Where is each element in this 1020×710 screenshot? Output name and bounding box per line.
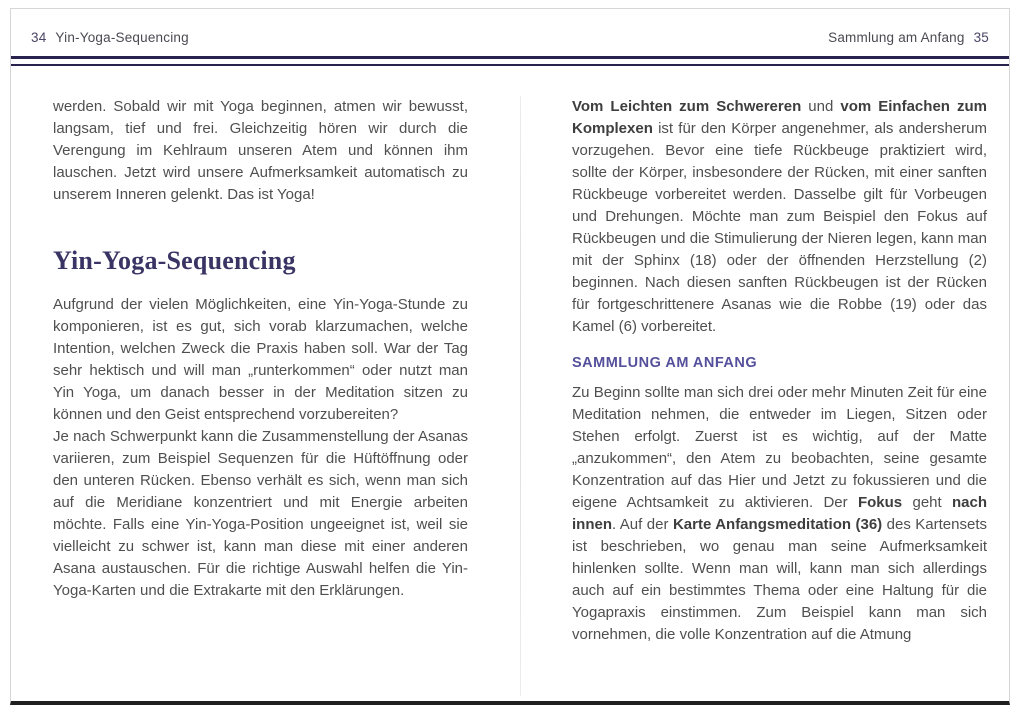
page-spine-divider <box>520 96 521 696</box>
left-page-column <box>53 96 468 696</box>
page-number-left: 34 <box>31 30 47 45</box>
running-head-left <box>31 30 189 45</box>
body-paragraph: Je nach Schwerpunkt kann die Zusammenstellung der Asanas variieren, zum Beispiel Sequenzen für die Hüftöffnung oder den unteren Rücken. Ebenso verhält es sich, wenn man sich auf die Meridiane konzentriert und mit Energie arbeiten möchte. Falls eine Yin-Yoga-Position ungeeignet ist, weil sie vielleicht zu schwer ist, kann man diese mit einer anderen Asana austauschen. Für die richtige Auswahl helfen die Yin-Yoga-Karten und die Extrakarte mit den Erklärungen. <box>53 427 468 599</box>
sub-heading-sammlung-am-anfang: SAMMLUNG AM ANFANG <box>572 355 758 371</box>
book-spread <box>10 8 1010 705</box>
running-head-right <box>828 30 989 45</box>
page-number-right: 35 <box>973 30 989 45</box>
running-title-right: Sammlung am Anfang <box>828 30 965 45</box>
body-paragraph: Aufgrund der vielen Möglichkeiten, eine Yin-Yoga-Stunde zu komponieren, ist es gut, sich vorab klarzumachen, welche Intention, welchen Zweck die Praxis haben soll. War der Tag sehr hektisch und will man „runterkommen“ oder nutzt man Yin Yoga, um danach besser in der Meditation sitzen zu können und den Geist entsprechend vorzubereiten? <box>53 295 468 423</box>
running-title-left: Yin-Yoga-Sequencing <box>55 30 189 45</box>
header-double-rule <box>11 56 1009 66</box>
body-paragraph: Vom Leichten zum Schwereren und vom Einfachen zum Komplexen ist für den Körper angenehmer, als andersherum vorzugehen. Bevor eine tiefe Rückbeuge praktiziert wird, sollte der Körper, insbesondere der Rücken, mit einer sanften Rückbeuge vorbereitet werden. Dasselbe gilt für Vorbeugen und Drehungen. Möchte man zum Beispiel den Fokus auf Rückbeugen und die Stimulierung der Nieren legen, kann man mit der Sphinx (18) oder der öffnenden Herzstellung (2) beginnen. Nach diesen sanften Rückbeugen ist der Rücken für fortgeschrittenere Asanas wie die Robbe (19) oder das Kamel (6) vorbereitet. <box>572 98 987 335</box>
body-paragraph: Zu Beginn sollte man sich drei oder mehr Minuten Zeit für eine Meditation nehmen, die entweder im Liegen, Sitzen oder Stehen erfolgt. Zuerst ist es wichtig, auf der Matte „anzukommen“, den Atem zu beobachten, seine gesamte Konzentration auf das Hier und Jetzt zu fokussieren und die eigene Achtsamkeit zu aktivieren. Der Fokus geht nach innen. Auf der Karte Anfangsmeditation (36) des Kartensets ist beschrieben, wo genau man seine Aufmerksamkeit hinlenken sollte. Wenn man will, kann man sich allerdings auch auf ein bestimmtes Thema oder eine Haltung für die Yogapraxis einstimmen. Zum Beispiel kann man sich vornehmen, die volle Konzentration auf die Atmung <box>572 384 988 643</box>
page-header <box>11 9 1009 45</box>
right-page-column <box>572 96 987 696</box>
section-heading-yin-yoga-sequencing: Yin-Yoga-Sequencing <box>53 246 296 275</box>
page-columns <box>11 66 1009 696</box>
intro-paragraph: werden. Sobald wir mit Yoga beginnen, atmen wir bewusst, langsam, tief und frei. Gleichzeitig hören wir durch die Verengung im Kehlraum unseren Atem und können ihm lauschen. Jetzt wird unsere Aufmerksamkeit automatisch zu unserem Inneren gelenkt. Das ist Yoga! <box>53 98 468 203</box>
